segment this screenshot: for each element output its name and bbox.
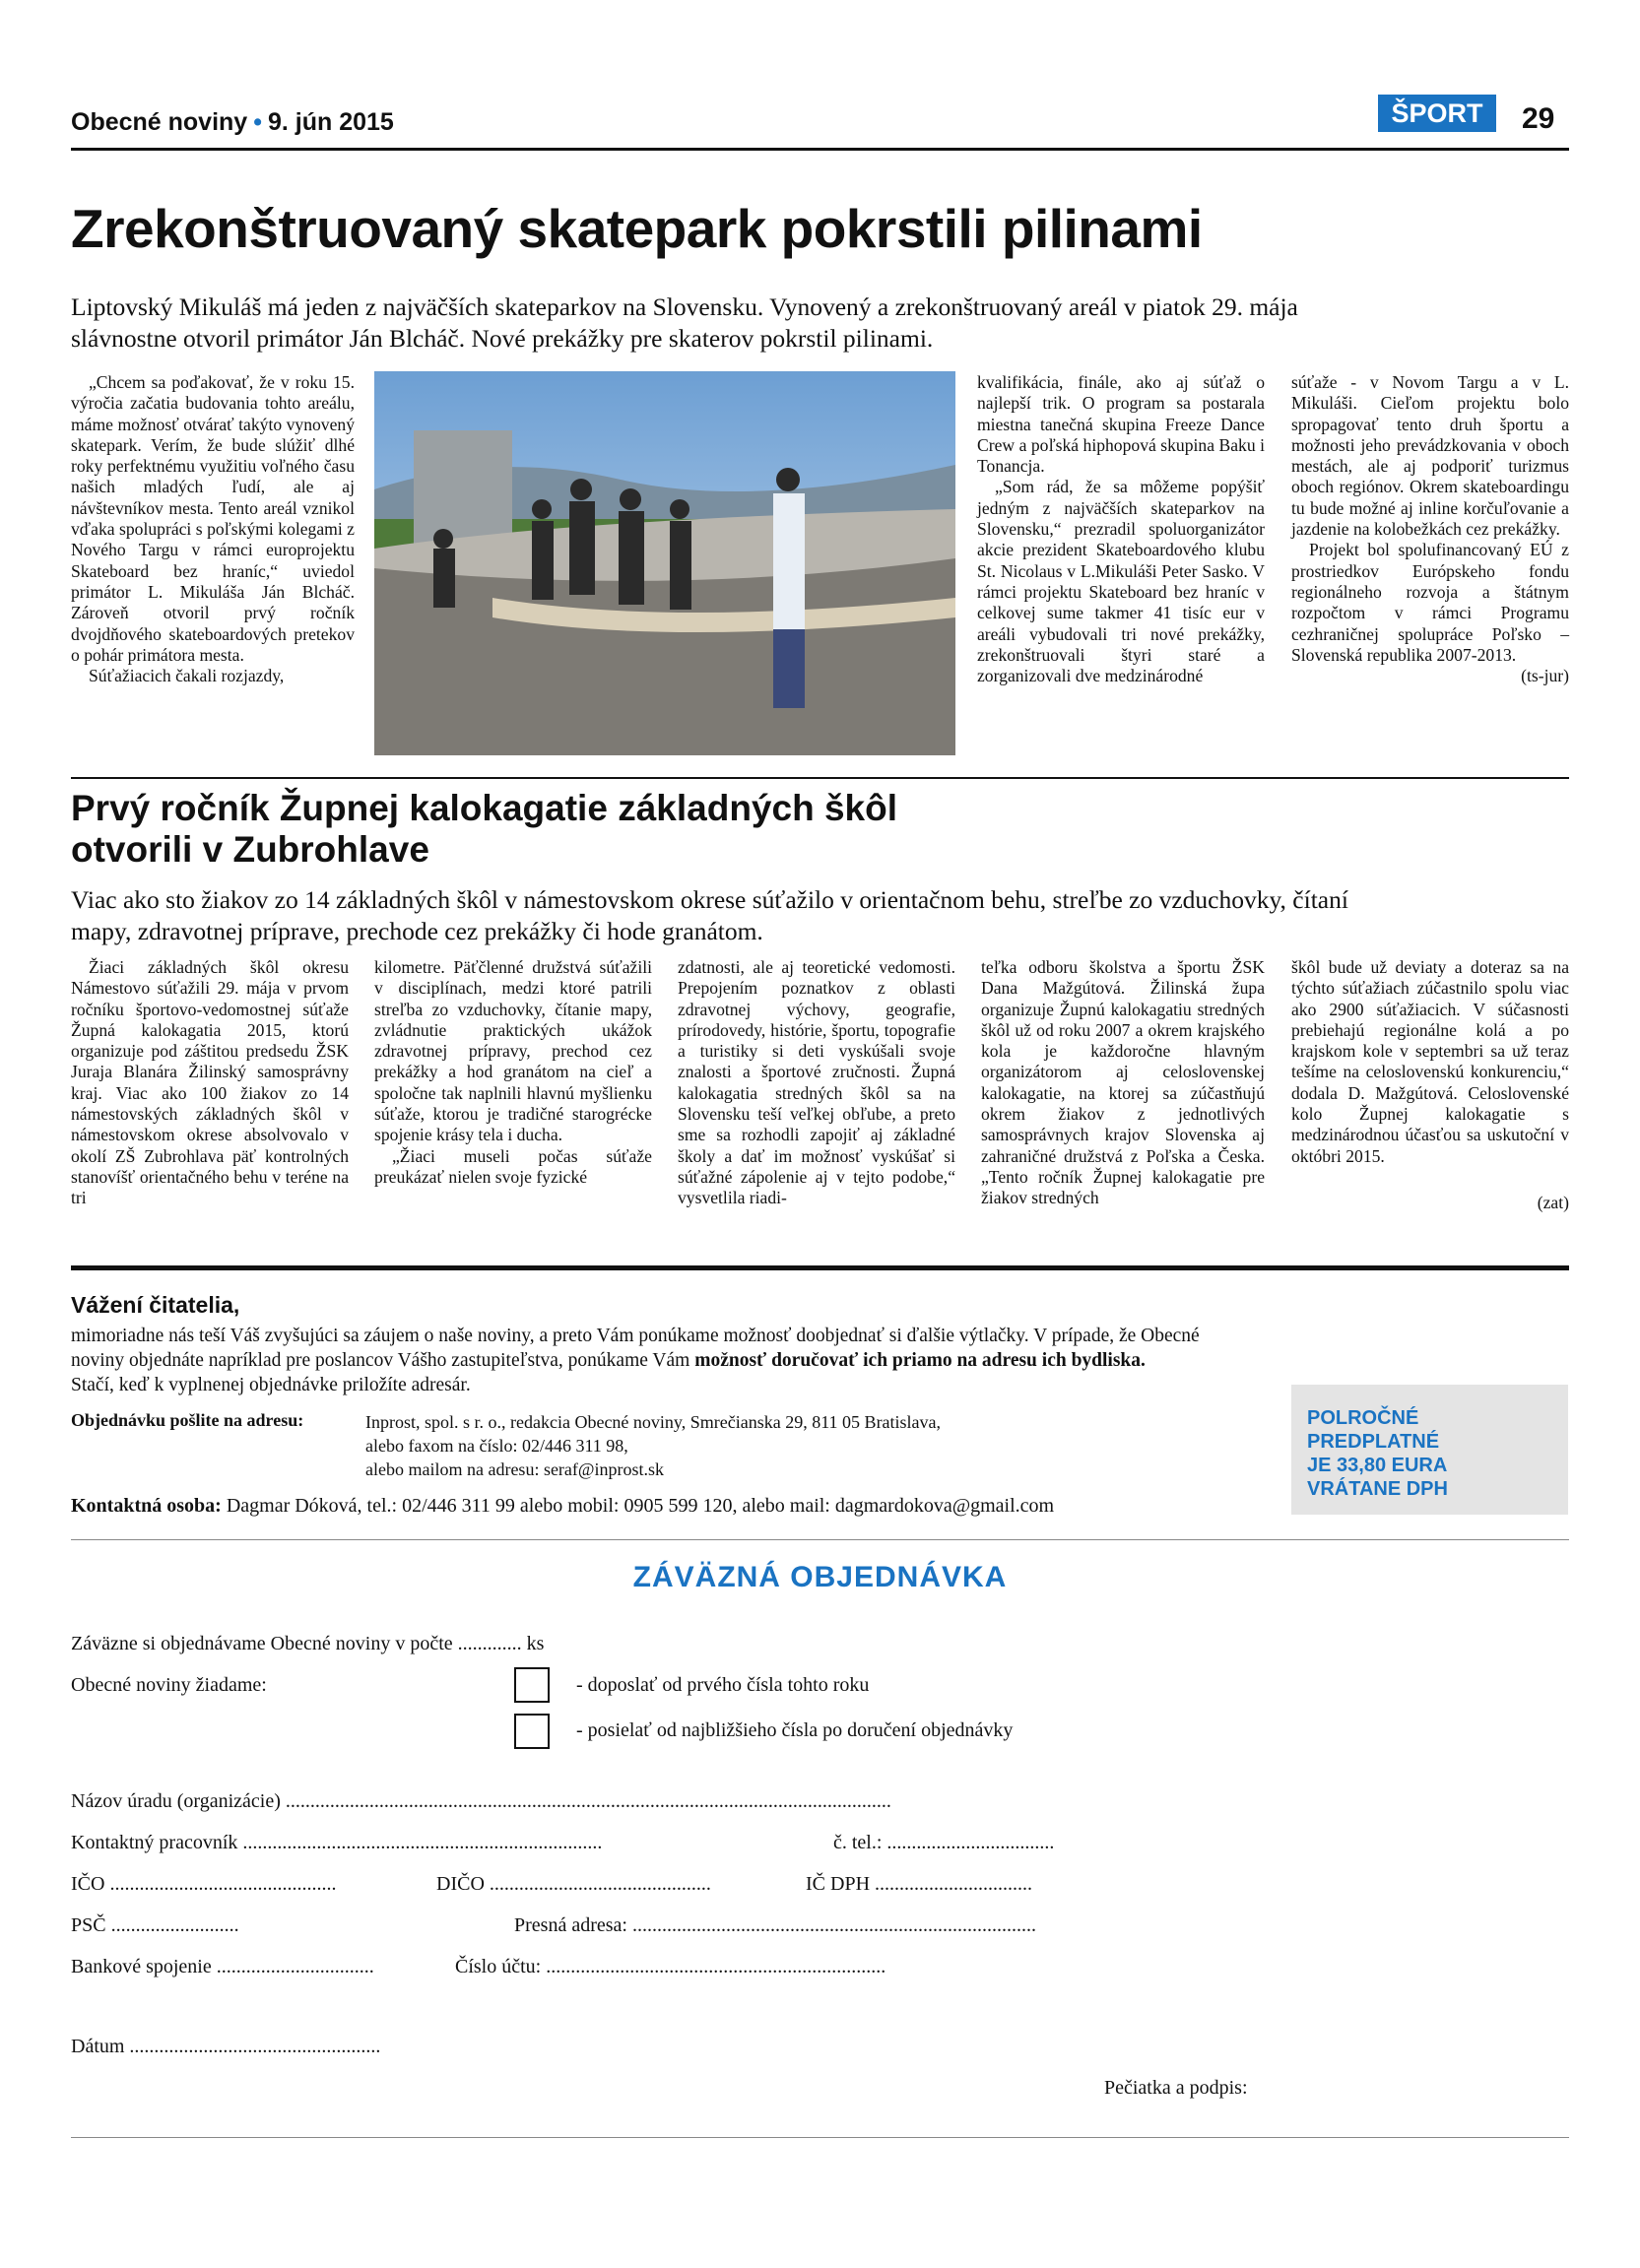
ico-field[interactable]: IČO .............................................. — [71, 1873, 337, 1895]
header-rule — [71, 148, 1569, 151]
paragraph: kilometre. Päťčlenné družstvá súťažili v disciplínach, medzi ktoré patrili streľba zo vzduchovky, čítanie mapy, zvládnutie praktických ukážok zdravotnej prípravy, prechod cez prekážky a hod granátom na cieľ a spoločne tak naplnili hlavnú myšlienku súťaže, ktorou je tradičné starogrécke spojenie krásy tela i ducha. — [374, 957, 652, 1145]
subscription-line — [71, 1348, 1569, 1373]
article1-title: Zrekonštruovaný skatepark pokrstili pilinami — [71, 198, 1203, 259]
address-line: alebo faxom na číslo: 02/446 311 98, — [365, 1436, 628, 1456]
skatepark-photo — [374, 371, 955, 755]
address-field[interactable]: Presná adresa: .................................................................................. — [514, 1914, 1036, 1936]
article2-column-4 — [981, 957, 1265, 1209]
promo-box — [1291, 1385, 1568, 1515]
contact-worker-field[interactable]: Kontaktný pracovník ......................................................................... — [71, 1832, 603, 1853]
option1-checkbox[interactable] — [514, 1667, 550, 1703]
article2-title-line: otvorili v Zubrohlave — [71, 829, 429, 870]
subscription-line: mimoriadne nás teší Váš zvyšujúci sa záujem o naše noviny, a preto Vám ponúkame možnosť doobjednať si ďalšie výtlačky. V prípade, že Obecné — [71, 1326, 1200, 1346]
paragraph: „Chcem sa poďakovať, že v roku 15. výročia začatia budovania tohto areálu, máme možnosť otvárať takýto vynovený skatepark. Verím, že bude slúžiť dlhé roky perfektnému využitiu voľného času našich mladých ľudí, ale aj návštevníkov mesta. Tento areál vznikol vďaka spolupráci s poľskými kolegami z Nového Targu v rámci europrojektu Skateboard bez hraníc,“ uviedol primátor L. Mikuláša Ján Blcháč. Zároveň otvoril prvý ročník dvojdňového skateboardových pretekov o pohár primátora mesta. — [71, 372, 355, 665]
option2-label: - posielať od najbližšieho čísla po doručení objednávky — [576, 1719, 1014, 1741]
date-field[interactable]: Dátum ................................................... — [71, 2036, 381, 2057]
postal-code-field[interactable]: PSČ .......................... — [71, 1914, 239, 1936]
article2-column-1 — [71, 957, 349, 1209]
copies-field[interactable]: Záväzne si objednávame Obecné noviny v počte ............. ks — [71, 1633, 545, 1654]
paragraph: Projekt bol spolufinancovaný EÚ z prostriedkov Európskeho fondu regionálneho rozvoja a štátnym rozpočtom v rámci Programu cezhraničnej spolupráce Poľsko – Slovenská republika 2007-2013. — [1291, 540, 1569, 665]
promo-line: PREDPLATNÉ — [1307, 1431, 1440, 1453]
article1-lead-line: Liptovský Mikuláš má jeden z najväčších skateparkov na Slovensku. Vynovený a zrekonštruovaný areál v piatok 29. mája — [71, 292, 1298, 321]
article1-lead — [71, 292, 1569, 355]
dic-field[interactable]: DIČO ............................................. — [436, 1873, 711, 1895]
issue-date: 9. jún 2015 — [267, 108, 394, 136]
skatepark-photo-illustration — [374, 371, 955, 755]
address-block — [365, 1410, 941, 1481]
form-divider — [71, 1539, 1569, 1540]
option1-label: - doposlať od prvého čísla tohto roku — [576, 1674, 870, 1696]
section-badge: ŠPORT — [1378, 95, 1496, 132]
phone-field[interactable]: č. tel.: .................................. — [833, 1832, 1055, 1853]
article1-column-2 — [977, 372, 1265, 686]
article1-lead-line: slávnostne otvoril primátor Ján Blcháč. Nové prekážky pre skaterov pokrstil pilinami. — [71, 324, 934, 353]
paragraph: „Som rád, že sa môžeme popýšiť jedným z najväčších skateparkov na Slovensku,“ prezradil spoluorganizátor akcie prezident Skateboardového klubu St. Nicolaus v L.Mikuláši Peter Sasko. V rámci projektu Skateboard bez hraníc v celkovej sume takmer 41 tisíc eur v areáli vybudovali tri nové prekážky, zrekonštruovali štyri staré a zorganizovali dve medzinárodné — [977, 477, 1265, 686]
address-line — [365, 1458, 941, 1481]
article1-column-3 — [1291, 372, 1569, 686]
paragraph: kvalifikácia, finále, ako aj súťaž o najlepší trik. O program sa postarala miestna tanečná skupina Freeze Dance Crew a poľská hiphopová skupina Baku i Tonancja. — [977, 372, 1265, 477]
address-line: Inprost, spol. s r. o., redakcia Obecné noviny, Smrečianska 29, 811 05 Bratislava, — [365, 1412, 942, 1432]
paragraph: Súťažiacich čakali rozjazdy, — [89, 666, 285, 686]
address-label: Objednávku pošlite na adresu: — [71, 1410, 304, 1430]
contact-person — [71, 1495, 1054, 1518]
header-bullet: • — [253, 108, 262, 136]
subscription-line-plain: noviny objednáte napríklad pre poslancov Vášho zastupiteľstva, ponúkame Vám — [71, 1350, 695, 1371]
subscription-line: Stačí, keď k vyplnenej objednávke priložíte adresár. — [71, 1375, 471, 1395]
article2-column-3 — [678, 957, 955, 1209]
vat-id-field[interactable]: IČ DPH ................................ — [806, 1873, 1033, 1895]
promo-line: POLROČNÉ — [1307, 1407, 1419, 1429]
request-label: Obecné noviny žiadame: — [71, 1674, 267, 1696]
paragraph: „Žiaci museli počas súťaže preukázať nielen svoje fyzické — [374, 1145, 652, 1187]
article2-lead-line: mapy, zdravotnej príprave, prechode cez prekážky či hode granátom. — [71, 917, 763, 945]
article2-title — [71, 788, 1569, 871]
office-field[interactable]: Názov úradu (organizácie) ........................................................................................................................... — [71, 1790, 891, 1812]
article2-column-5 — [1291, 957, 1569, 1213]
paragraph: teľka odboru školstva a športu ŽSK Dana Mažgútová. Žilinská župa organizuje Župnú kalokagatiu stredných škôl už od roku 2007 a okrem krajského kola je každoročne hlavným organizátorom aj celoslovenskej kalokagatie, na ktorej sa zúčastňujú okrem žiakov z jednotlivých samosprávnych krajov Slovenska aj zahraničné družstvá z Poľska a Česka. „Tento ročník Župnej kalokagatie pre žiakov stredných — [981, 957, 1265, 1208]
article2-lead — [71, 884, 1569, 947]
bank-field[interactable]: Bankové spojenie ................................ — [71, 1956, 374, 1977]
article2-lead-line: Viac ako sto žiakov zo 14 základných škôl v námestovskom okrese súťažilo v orientačnom behu, streľbe zo vzduchovky, čítaní — [71, 885, 1348, 914]
running-header — [71, 108, 394, 137]
subscription-line-bold: možnosť doručovať ich priamo na adresu ich bydliska. — [694, 1350, 1146, 1371]
account-number-field[interactable]: Číslo účtu: ..................................................................... — [455, 1956, 886, 1977]
article2-title-line: Prvý ročník Župnej kalokagatie základných škôl — [71, 788, 897, 828]
article2-signature: (zat) — [1537, 1192, 1569, 1212]
paragraph: škôl bude už deviaty a doteraz sa na týchto súťažiach zúčastnilo spolu viac ako 2900 súťažiacich. V súčasnosti prebiehajú regionálne kolá a po krajskom kole v septembri sa už teraz tešíme na celoslovenskú konkurenciu,“ dodala D. Mažgútová. Celoslovenské kolo Župnej kalokagatie s medzinárodnou účasťou sa uskutoční v októbri 2015. — [1291, 957, 1569, 1166]
option2-checkbox[interactable] — [514, 1714, 550, 1749]
page-number: 29 — [1522, 102, 1555, 135]
article-divider — [71, 777, 1569, 779]
contact-text: Dagmar Dóková, tel.: 02/446 311 99 alebo mobil: 0905 599 120, alebo mail: dagmardokova@gmail.com — [226, 1495, 1055, 1517]
article1-signature: (ts-jur) — [1521, 666, 1569, 686]
stamp-signature-label: Pečiatka a podpis: — [1104, 2077, 1248, 2099]
contact-label: Kontaktná osoba: — [71, 1495, 222, 1517]
article2-column-2 — [374, 957, 652, 1188]
paragraph: zdatnosti, ale aj teoretické vedomosti. Prepojením poznatkov z oblasti zdravotnej výchovy, geografie, prírodovedy, histórie, športu, topografie a turistiky si deti vyskúšali svoje znalosti a športové zručnosti. Župná kalokagatia stredných škôl sa na Slovensku teší veľkej obľube, a preto sme sa rozhodli zapojiť aj základné školy a dať im možnosť vyskúšať si súťažné zápolenie aj v tejto podobe,“ vysvetlila riadi- — [678, 957, 955, 1208]
publication-name: Obecné noviny — [71, 108, 248, 136]
article1-column-1 — [71, 372, 355, 686]
promo-line: JE 33,80 EURA — [1307, 1455, 1448, 1476]
bottom-rule — [71, 2137, 1569, 2138]
order-form-title: ZÁVÄZNÁ OBJEDNÁVKA — [632, 1561, 1008, 1593]
subscription-top-rule — [71, 1265, 1569, 1270]
promo-line: VRÁTANE DPH — [1307, 1478, 1448, 1500]
paragraph: Žiaci základných škôl okresu Námestovo súťažili 29. mája v prvom ročníku športovo-vedomostnej súťaže Župná kalokagatia 2015, ktorú organizuje pod záštitou predsedu ŽSK Juraja Blanára Žilinský samosprávny kraj. Viac ako 100 žiakov zo 14 námestovských základných škôl v námestovskom okrese absolvovalo v okolí ZŠ Zubrohlava päť kontrolných stanovíšť orientačného behu v teréne na tri — [71, 957, 349, 1208]
subscription-heading: Vážení čitatelia, — [71, 1292, 240, 1318]
paragraph: súťaže - v Novom Targu a v L. Mikuláši. Cieľom projektu bolo spropagovať tento druh športu a možnosti jeho prevádzkovania v oboch mestách, ale aj podporiť turizmus oboch regiónov. Okrem skateboardingu tu bude možné aj inline korčuľovanie a jazdenie na kolobežkách cez prekážky. — [1291, 372, 1569, 540]
email-link[interactable]: alebo mailom na adresu: seraf@inprost.sk — [365, 1459, 664, 1479]
